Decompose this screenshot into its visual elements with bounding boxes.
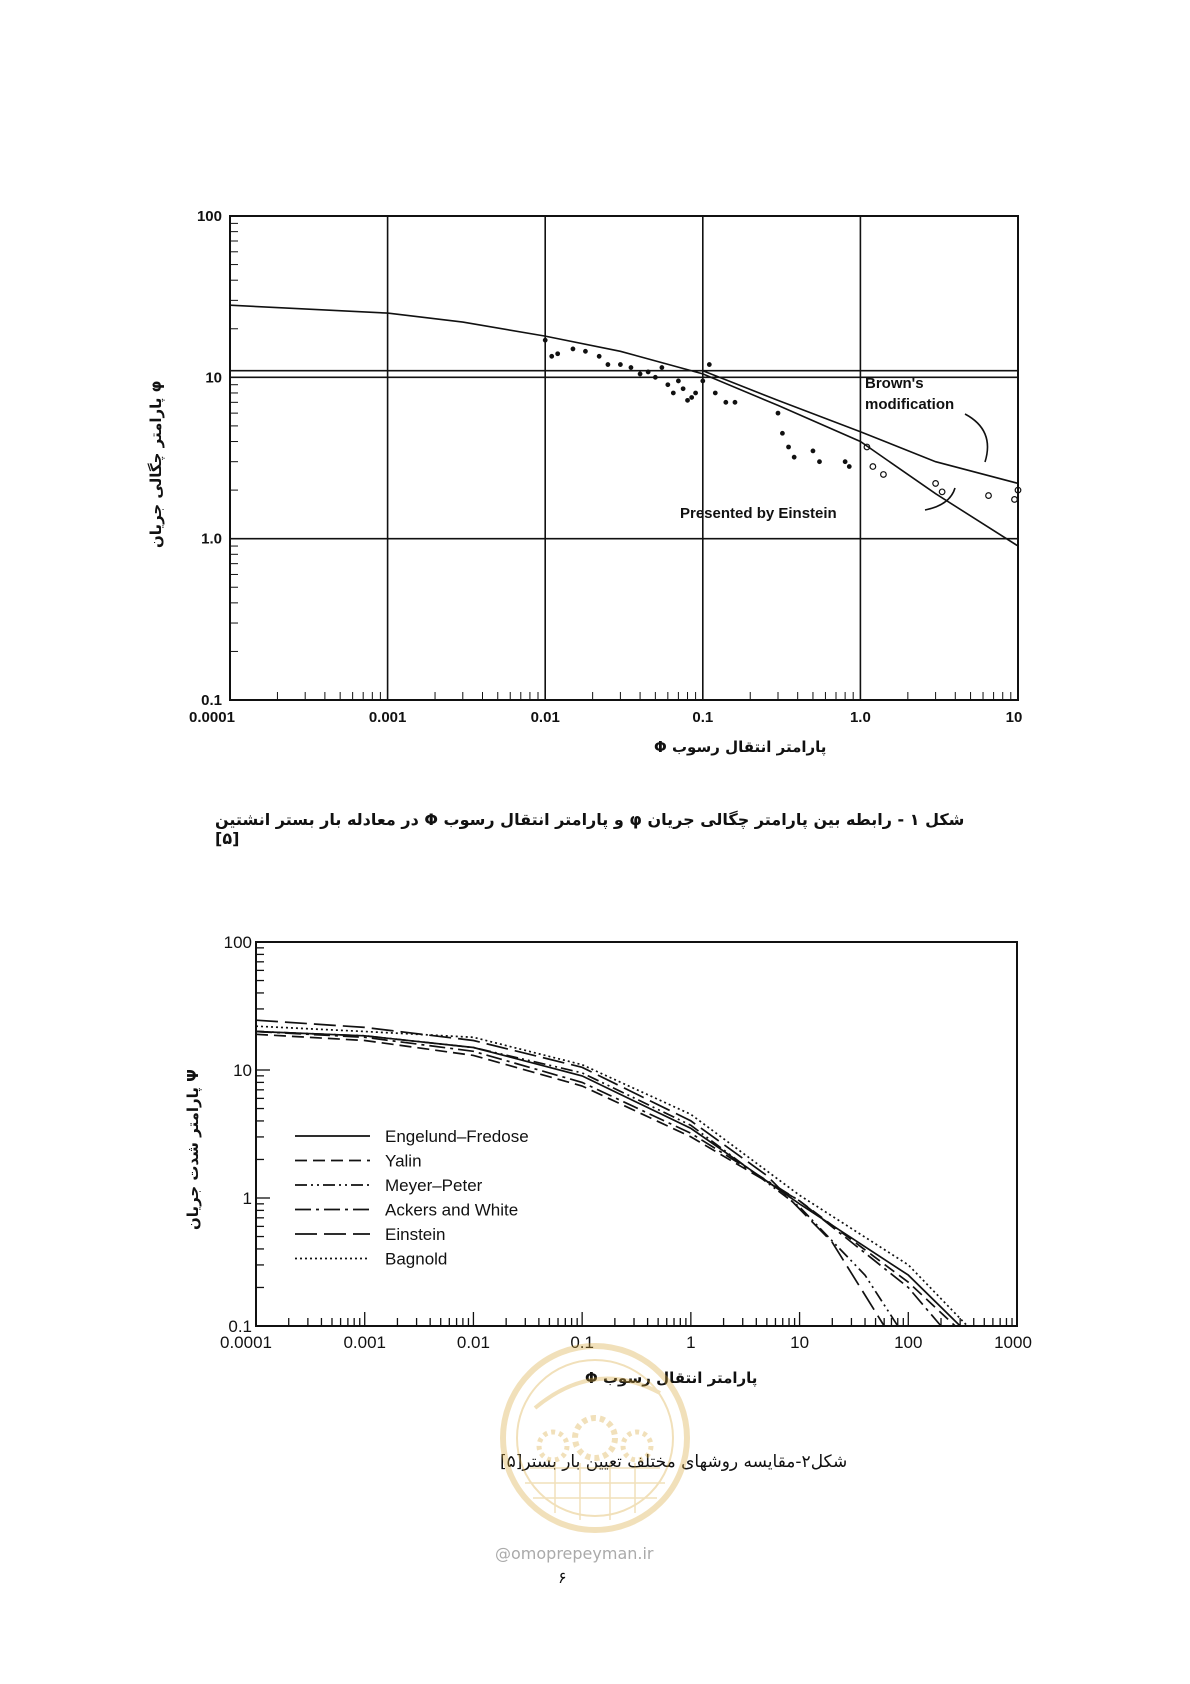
data-point [843,460,847,464]
data-point [571,347,575,351]
data-point [686,399,690,403]
series-line-5 [256,1026,967,1326]
x-tick-label: 1 [686,1333,696,1352]
legend-label: Yalin [385,1151,422,1171]
x-tick-label: 1.0 [849,709,871,726]
data-point [690,396,694,400]
y-tick-label: 1.0 [201,530,222,548]
data-point [811,449,815,453]
x-tick-label: 10 [790,1333,810,1352]
data-point [681,387,685,391]
data-point [792,455,796,459]
data-point [666,383,670,387]
data-point [550,355,554,359]
data-point [708,363,712,367]
figure-2-xlabel: پارامتر انتقال رسوب Φ [585,1369,758,1387]
data-point [660,366,664,370]
data-point [939,489,945,495]
data-point [543,338,547,342]
annotation-einstein-arrow [925,488,955,510]
y-tick-label: 0.1 [201,692,222,709]
legend-label: Einstein [385,1225,446,1244]
x-tick-label: 10 [1005,709,1023,726]
data-point [870,464,876,470]
data-point [646,370,650,374]
x-tick-label: 0.01 [456,1333,490,1352]
x-tick-label: 0.1 [692,709,714,726]
x-tick-label: 100 [894,1333,923,1352]
data-point [556,352,560,356]
data-point [847,465,851,469]
watermark-text: @omoprepeyman.ir [495,1544,654,1563]
y-tick-label: 0.1 [228,1317,252,1336]
x-tick-label: 0.001 [343,1333,386,1352]
y-tick-label: 100 [196,208,222,225]
data-point [781,431,785,435]
figure-2-caption: شکل۲-مقایسه روشهای مختلف تعیین بار بستر[۵] [500,1452,848,1472]
data-point [694,391,698,395]
data-point [776,411,780,415]
x-tick-label: 0.001 [368,709,407,726]
figure-1-ylabel: پارامتر چگالی جریان φ [147,380,165,548]
legend-label: Engelund–Fredose [385,1127,529,1146]
figure-1-caption: شکل ۱ - رابطه بین پارامتر چگالی جریان φ و پارامتر انتقال رسوب Φ در معادله بار بستر انشتین [۵] [215,810,965,848]
figure-2-ylabel: پارامتر شدت جریان Ψ [184,1069,202,1230]
x-tick-label: 0.1 [570,1333,594,1352]
data-point [606,363,610,367]
legend-label: Ackers and White [385,1200,519,1220]
data-point [986,493,992,499]
annotation-brown-line: modification [865,396,955,413]
series-line-0 [256,1032,960,1327]
y-tick-label: 100 [223,933,252,952]
annotation-einstein: Presented by Einstein [680,505,837,522]
data-point [619,363,623,367]
plot-frame [256,942,1017,1326]
data-point [733,401,737,405]
data-point [1012,497,1018,503]
annotation-brown-line: Brown's [865,375,924,392]
series-line-2 [256,1032,898,1327]
x-tick-label: 1000 [994,1333,1032,1352]
data-point [881,472,887,478]
data-point [584,349,588,353]
figure-1-xlabel: پارامتر انتقال رسوب Φ [654,738,827,756]
page-number: ۶ [558,1568,567,1587]
y-tick-label: 10 [205,369,222,387]
data-point [933,481,939,487]
data-point [677,379,681,383]
x-tick-label: 0.0001 [220,1333,272,1352]
plot-frame [230,216,1018,700]
data-point [672,391,676,395]
legend-label: Meyer–Peter [385,1176,483,1195]
series-line-4 [256,1020,884,1326]
data-point [713,391,717,395]
y-tick-label: 1 [242,1189,252,1208]
x-tick-label: 0.0001 [189,709,235,726]
legend-label: Bagnold [385,1249,448,1269]
data-point [638,372,642,376]
data-point [654,376,658,380]
data-point [787,445,791,449]
x-tick-label: 0.01 [530,709,560,726]
y-tick-label: 10 [233,1061,252,1080]
annotation-brown-arrow [965,414,988,462]
data-point [724,401,728,405]
data-point [701,379,705,383]
watermark-logo [495,1338,695,1538]
data-point [629,366,633,370]
figure-1-chart [0,0,1190,780]
data-point [597,355,601,359]
series-line-1 [230,305,1018,546]
data-point [818,460,822,464]
